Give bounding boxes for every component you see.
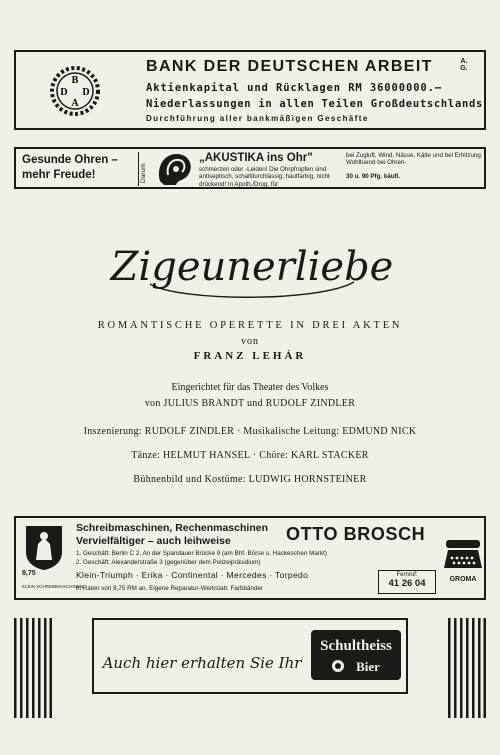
schultheiss-advertisement [92,618,408,694]
bank-capital-line: Aktienkapital und Rücklagen RM 36000000.– [146,82,443,94]
akustika-text-right-body: bei Zugluft, Wind, Nässe, Kälte und bei Erhitzung. Wohltuend bei Ohren- [346,152,483,167]
right-stripes [448,618,486,718]
brosch-klein-text: KLEIN SCHREIBMASCHINEN [22,584,84,589]
dance-credit: Tänze: HELMUT HANSEL · Chöre: KARL STACKER [131,450,369,461]
brosch-headline-1: Schreibmaschinen, Rechenmaschinen [76,522,268,534]
bank-services-line: Durchführung aller bankmäßigen Geschäfte [146,114,369,123]
brosch-addresses [76,549,327,567]
groma-brand: GROMA [449,576,477,583]
schultheiss-logo [310,628,402,688]
akustika-advertisement [14,147,486,189]
arranged-by: von JULIUS BRANDT und RUDOLF ZINDLER [144,398,356,409]
akustika-text-left-body: schmerzen oder -Leiden! Die Ohrpfropfen sind antiseptisch, schalldurchlässig, hautfarbig, nicht drückend! In Apoth./Drog. für [199,166,330,188]
schultheiss-brand-name: Schultheiss [320,638,392,654]
akustika-headline-2: mehr Freude! [22,169,96,181]
stage-credit: Bühnenbild und Kostüme: LUDWIG HORNSTEINER [133,474,367,485]
operetta-von: von [241,336,259,347]
bank-name: BANK DER DEUTSCHEN ARBEIT [146,58,433,75]
brosch-advertisement [14,516,486,600]
operetta-composer: FRANZ LEHÁR [193,350,307,362]
brosch-shop-1: 1. Geschäft: Berlin C 2, An der Spandauer Brücke 9 (am Bhf. Börse u. Hackeschen Markt) [76,550,327,557]
brosch-phone-box [378,570,436,594]
typewriter-icon [444,534,482,574]
brosch-phone-label: Fernruf: [396,572,418,578]
brosch-headline-2: Vervielfältiger – auch leihweise [76,535,231,547]
bank-ag-suffix: A. G. [460,58,468,72]
svg-text:B: B [71,75,79,86]
bank-advertisement [14,50,486,130]
svg-text:D: D [82,87,90,98]
schultheiss-slogan-text: Auch hier erhalten Sie Ihr [102,654,302,672]
akustika-headline [22,153,118,183]
operetta-title-script [110,222,394,308]
schultheiss-product: Bier [356,659,380,674]
brosch-brands: Klein-Triumph · Erika · Continental · Mercedes · Torpedo [76,570,309,580]
svg-text:D: D [60,87,68,98]
arranged-line: Eingerichtet für das Theater des Volkes [171,382,329,393]
akustika-darum: Darum [140,163,147,183]
brosch-company-name: OTTO BROSCH [286,524,426,544]
left-stripes [14,618,52,718]
akustika-text-right [346,152,484,180]
brosch-shop-2: 2. Geschäft: Alexanderstraße 3 (gegenüber dem Polizeipräsidium) [76,559,261,566]
akustika-text-left [199,166,349,188]
operetta-subtitle: ROMANTISCHE OPERETTE IN DREI AKTEN [97,320,403,331]
brosch-price-tag: 8,75 [22,570,36,577]
bank-logo-gear [50,66,100,116]
bank-branches-line: Niederlassungen in allen Teilen Großdeutschlands [146,98,484,110]
brosch-headline [76,522,268,548]
svg-text:A: A [71,98,79,109]
akustika-price: 30 u. 90 Pfg. käufl. [346,172,400,180]
akustika-divider [138,152,139,186]
brosch-phone-number: 41 26 04 [388,578,426,589]
ear-icon [154,151,196,187]
brosch-installments: in Raten von 8,75 RM an. Eigene Reparatur-Werkstatt. Farbbänder [76,585,264,592]
akustika-headline-1: Gesunde Ohren – [22,154,118,166]
staging-credit: Inszenierung: RUDOLF ZINDLER · Musikalische Leitung: EDMUND NICK [83,426,417,437]
akustika-slogan: „AKUSTIKA ins Ohr" [199,152,313,164]
schultheiss-slogan [102,640,302,682]
svg-text:Zigeunerliebe: Zigeunerliebe [110,244,394,290]
